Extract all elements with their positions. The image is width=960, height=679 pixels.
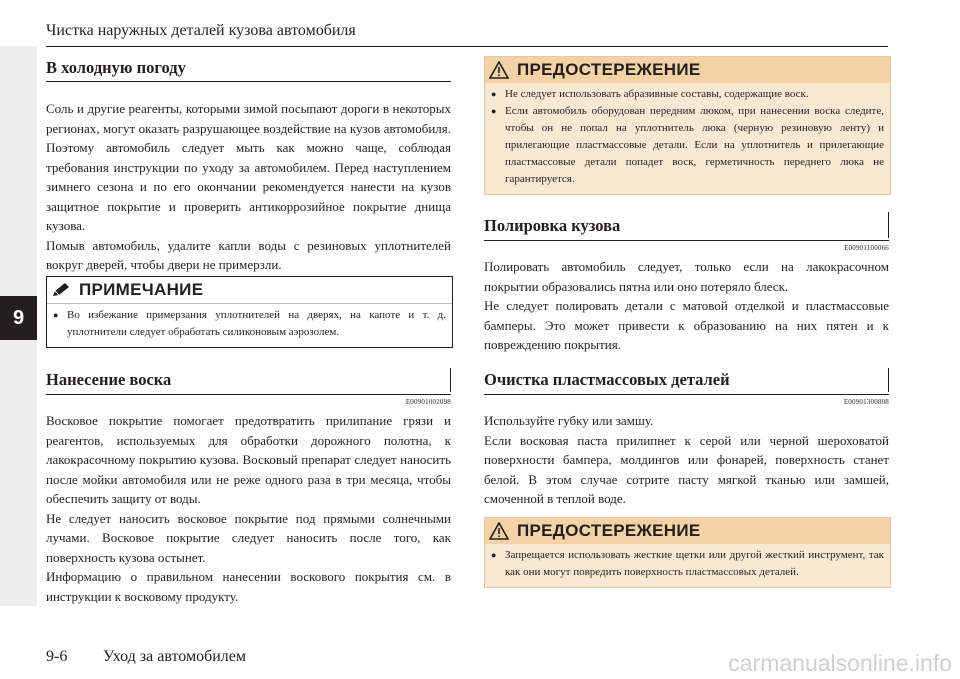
header-rule [46,46,888,47]
paragraph: Не следует наносить восковое покрытие под прямыми солнечными лучами. Восковое покрытие следует наносить после того, как поверхность кузова остынет. [46,510,451,565]
section-heading-text: Полировка кузова [484,216,621,235]
section-rule [484,394,889,395]
section-plastic-heading [484,370,889,390]
note-box-title: ПРИМЕЧАНИЕ [79,280,204,299]
section-rule [46,394,451,395]
warning-triangle-icon [489,61,511,79]
caution-box-body [485,544,890,587]
section-heading-text: В холодную погоду [46,58,186,77]
section-heading-text: Нанесение воска [46,370,172,389]
section-heading-text: Очистка пластмассовых деталей [484,370,730,389]
caution-box [484,517,891,588]
caution-item: ● Запрещается использовать жесткие щетки или другой жесткий инструмент, так как они могут повредить поверхность пластмассовых деталей. [491,547,884,581]
section-tick [450,368,451,392]
page-header-title: Чистка наружных деталей кузова автомобиля [46,22,356,39]
section-polishing-heading [484,216,889,236]
caution-box-title: ПРЕДОСТЕРЕЖЕНИЕ [517,521,701,540]
caution-box [484,56,891,195]
paragraph: Если восковая паста прилипнет к серой или черной шероховатой поверхности бампера, молдингов или фонарей, поверхность станет белой. В этом случае сотрите пасту мягкой тканью или замшей, смоченной в теплой воде. [484,432,889,506]
polishing-text [484,257,889,355]
plastic-text [484,411,889,509]
section-waxing-heading [46,370,451,390]
waxing-text [46,411,451,606]
section-rule [46,81,451,82]
paragraph: Полировать автомобиль следует, только если на лакокрасочном покрытии образовались пятна или оно потеряло блеск. [484,259,889,294]
paragraph: Помыв автомобиль, удалите капли воды с резиновых уплотнителей вокруг дверей, чтобы двери не примерзли. [46,237,451,272]
caution-box-title: ПРЕДОСТЕРЕЖЕНИЕ [517,60,701,79]
note-box [46,276,453,348]
watermark: carmanualsonline.info [728,650,952,676]
section-cold-weather-heading [46,58,451,78]
note-item: ● Во избежание примерзания уплотнителей на дверях, на капоте и т. д. уплотнители следует обработать силиконовым аэрозолем. [53,307,446,341]
caution-box-header [485,518,890,544]
caution-box-body [485,83,890,194]
note-box-header [47,277,452,304]
cold-weather-text [46,99,451,275]
caution-item: ● Не следует использовать абразивные составы, содержащие воск. [491,86,884,103]
paragraph: Соль и другие реагенты, которыми зимой посыпают дороги в некоторых регионах, могут оказать разрушающее воздействие на кузов автомобиля. Поэтому автомобиль следует мыть как можно чаще, соблюдая требования инструкции по уходу за автомобилем. Перед наступлением зимнего сезона и по его окончании рекомендуется нанести на кузов защитное покрытие и проверить антикоррозийное покрытие днища кузова. [46,101,451,233]
warning-triangle-icon [489,522,511,540]
section-tick [888,212,889,238]
footer-section-title: Уход за автомобилем [103,648,246,665]
note-box-body [47,304,452,347]
paragraph: Не следует полировать детали с матовой отделкой и пластмассовые бамперы. Это может привести к образованию на них пятен и к повреждению покрытия. [484,298,889,352]
section-tick [888,368,889,392]
pencil-icon [51,282,73,298]
paragraph: Используйте губку или замшу. [484,413,654,428]
paragraph: Информацию о правильном нанесении воскового покрытия см. в инструкции к восковому продукту. [46,569,451,604]
section-code: E00901002098 [405,398,451,406]
caution-item: ● Если автомобиль оборудован передним люком, при нанесении воска следите, чтобы он не попал на уплотнитель люка (черную резиновую ленту) и прилегающие пластмассовые детали. Если на уплотнитель и прилегающие пластмассовые детали попадет воск, герметичность переднего люка не гарантируется. [491,103,884,188]
caution-box-header [485,57,890,83]
page-number: 9-6 [46,648,68,665]
section-code: E00901300808 [843,398,889,406]
chapter-tab[interactable]: 9 [0,296,37,340]
section-rule [484,240,889,241]
paragraph: Восковое покрытие помогает предотвратить прилипание грязи и реагентов, используемых для обработки дорожного полотна, к лакокрасочному покрытию кузова. Восковый препарат следует наносить после мойки автомобиля или не реже одного раза в три месяца, чтобы обеспечить защиту от воды. [46,413,451,506]
section-code: E00901100066 [844,244,889,252]
